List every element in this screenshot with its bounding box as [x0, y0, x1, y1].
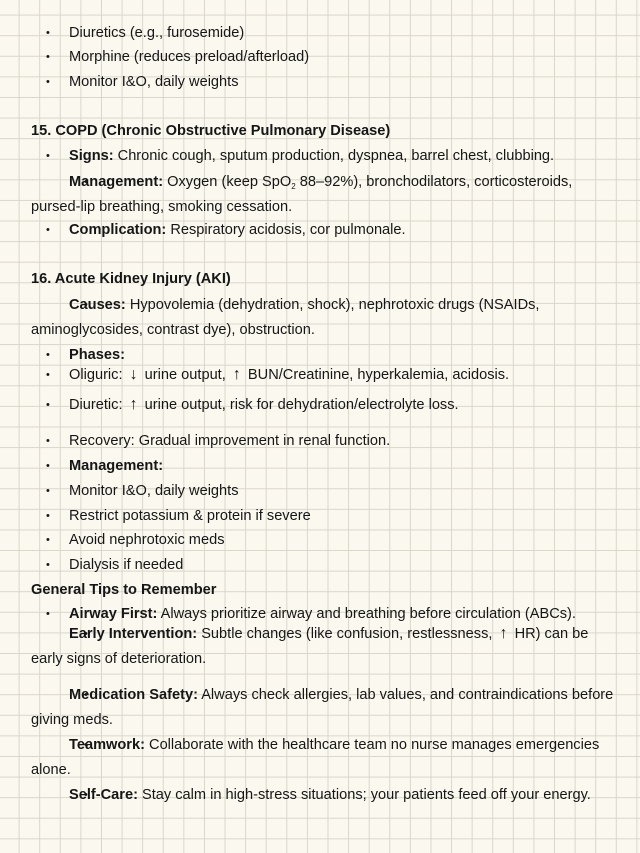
- item-text: Dialysis if needed: [69, 557, 184, 573]
- list-item: [31, 47, 616, 67]
- item-text: 88–92%), bronchodilators, corticosteroids, pursed-lip breathing, smoking cessation.: [31, 174, 573, 215]
- section-heading-copd: 15. COPD (Chronic Obstructive Pulmonary Disease): [31, 123, 391, 139]
- list-item: [31, 345, 616, 365]
- list-item: [31, 783, 616, 808]
- item-text: Collaborate with the healthcare team no nurse manages emergencies alone.: [31, 737, 600, 778]
- list-item: [31, 395, 616, 415]
- item-text: Respiratory acidosis, cor pulmonale.: [170, 222, 406, 238]
- list-item: [31, 72, 616, 92]
- section-heading-aki: 16. Acute Kidney Injury (AKI): [31, 271, 231, 287]
- list-item: [31, 530, 616, 550]
- list-item: [31, 604, 616, 624]
- item-text: urine output, risk for dehydration/electrolyte loss.: [144, 397, 459, 413]
- item-label: Airway First:: [69, 606, 158, 622]
- subscript: 2: [291, 182, 296, 191]
- item-text: Avoid nephrotoxic meds: [69, 532, 225, 548]
- item-text: HR) can be early signs of deterioration.: [31, 626, 589, 667]
- item-text: Monitor I&O, daily weights: [69, 483, 239, 499]
- list-item-text: Morphine (reduces preload/afterload): [69, 49, 310, 65]
- item-label: Early Intervention:: [69, 626, 198, 642]
- list-item-text: Monitor I&O, daily weights: [69, 74, 239, 90]
- item-label: Phases:: [69, 347, 125, 363]
- item-text: Hypovolemia (dehydration, shock), nephrotoxic drugs (NSAIDs, aminoglycosides, contrast dye), obstruction.: [31, 297, 540, 338]
- item-text: Diuretic:: [69, 397, 123, 413]
- list-item: [31, 733, 616, 782]
- list-item: [31, 365, 616, 385]
- item-label: Causes:: [69, 297, 126, 313]
- section-heading-tips: General Tips to Remember: [31, 582, 217, 598]
- item-label: Signs:: [69, 148, 114, 164]
- item-text: BUN/Creatinine, hyperkalemia, acidosis.: [247, 367, 510, 383]
- arrow-up-icon: ↑: [499, 625, 508, 642]
- item-text: Stay calm in high-stress situations; your patients feed off your energy.: [142, 787, 591, 803]
- list-item: [31, 683, 616, 732]
- arrow-up-icon: ↑: [129, 396, 138, 413]
- list-item: [31, 431, 616, 451]
- item-text: Always prioritize airway and breathing before circulation (ABCs).: [160, 606, 576, 622]
- list-item: [31, 506, 616, 526]
- item-label: Medication Safety:: [69, 687, 198, 703]
- item-label: Management:: [69, 458, 164, 474]
- list-item: [31, 481, 616, 501]
- list-item: [31, 220, 616, 240]
- arrow-down-icon: ↓: [129, 366, 138, 383]
- list-item: [31, 293, 616, 342]
- item-label: Management:: [69, 174, 164, 190]
- list-item: [31, 23, 616, 43]
- list-item: [31, 555, 616, 575]
- item-text: Subtle changes (like confusion, restlessness,: [201, 626, 493, 642]
- item-label: Self-Care:: [69, 787, 138, 803]
- arrow-up-icon: ↑: [232, 366, 241, 383]
- item-text: Chronic cough, sputum production, dyspnea, barrel chest, clubbing.: [117, 148, 555, 164]
- list-item: [31, 170, 616, 219]
- item-label: Complication:: [69, 222, 167, 238]
- item-text: Recovery: Gradual improvement in renal function.: [69, 433, 391, 449]
- item-text: Oliguric:: [69, 367, 123, 383]
- list-item: [31, 456, 616, 476]
- item-label: Teamwork:: [69, 737, 145, 753]
- item-text: Oxygen (keep SpO: [167, 174, 292, 190]
- item-text: Restrict potassium & protein if severe: [69, 508, 311, 524]
- item-text: Always check allergies, lab values, and contraindications before giving meds.: [31, 687, 614, 728]
- list-item: [31, 622, 616, 671]
- item-text: urine output,: [144, 367, 226, 383]
- list-item-text: Diuretics (e.g., furosemide): [69, 25, 245, 41]
- list-item: [31, 146, 616, 166]
